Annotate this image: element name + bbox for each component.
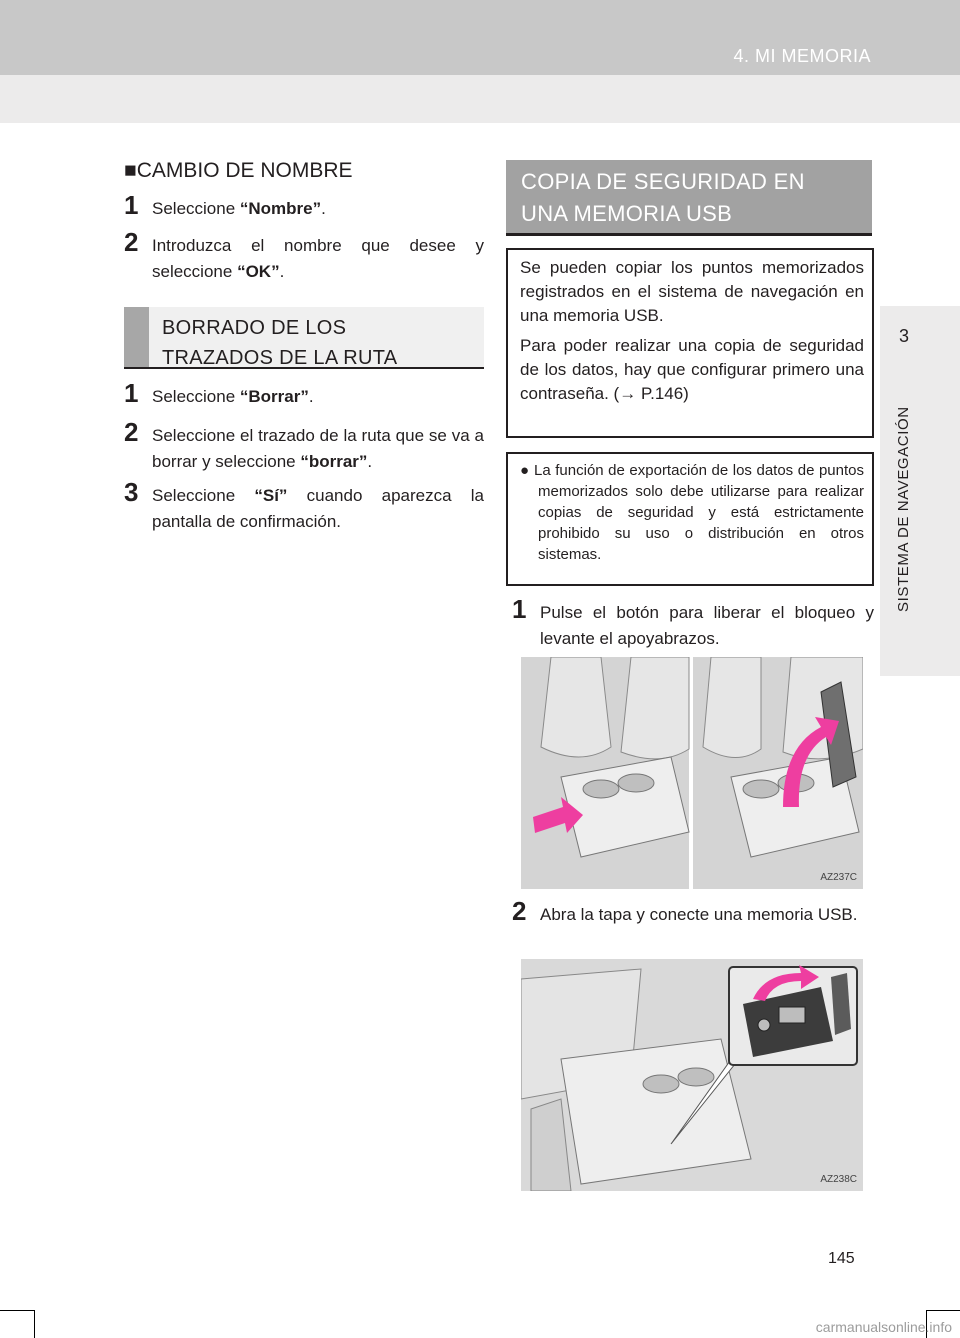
section-title: 4. MI MEMORIA (733, 46, 871, 66)
delete-step-1: 1 Seleccione “Borrar”. (124, 378, 314, 408)
usb-intro-box: Se pueden copiar los puntos memorizados registrados en el sistema de navegación en una memoria USB. Para poder realizar una copia de seguridad de los datos, hay que configurar primero una contraseña. (→ P.146) (506, 248, 874, 438)
chapter-tab (880, 306, 960, 676)
circle-bullet-icon: ● (520, 462, 530, 479)
delete-routes-title: BORRADO DE LOS TRAZADOS DE LA RUTA (124, 307, 484, 369)
delete-step-2: 2 Seleccione el trazado de la ruta que se va a borrar y seleccione “borrar”. (124, 417, 484, 471)
square-bullet-icon: ■ (124, 159, 137, 182)
usb-backup-title: COPIA DE SEGURIDAD EN UNA MEMORIA USB (506, 160, 872, 236)
rename-heading: ■CAMBIO DE NOMBRE (124, 159, 353, 182)
footer-rule-left (0, 1310, 34, 1311)
export-note-box: ● La función de exportación de los datos de puntos memorizados solo debe utilizarse para realizar copias de seguridad y está estrictamente prohibido su uso o distribución en otros sistemas. (506, 452, 874, 586)
rename-step-2: 2 Introduzca el nombre que desee y seleccione “OK”. (124, 227, 484, 281)
header-background (0, 75, 960, 123)
armrest-illustration (521, 657, 863, 889)
figure-code: AZ237C (820, 872, 857, 883)
armrest-figure (521, 657, 863, 889)
footer-tick-left (34, 1310, 35, 1338)
chapter-title: SISTEMA DE NAVEGACIÓN (895, 406, 912, 612)
armrest-step-2: 2 Abra la tapa y conecte una memoria USB. (512, 896, 858, 926)
watermark: carmanualsonline.info (815, 1319, 952, 1335)
page-number: 145 (828, 1250, 855, 1267)
usb-port-illustration (521, 959, 863, 1191)
delete-step-3: 3 Seleccione “Sí” cuando aparezca la pantalla de confirmación. (124, 477, 484, 531)
armrest-step-1: 1 Pulse el botón para liberar el bloqueo y levante el apoyabrazos. (512, 594, 874, 648)
figure-code: AZ238C (820, 1174, 857, 1185)
rename-step-1: 1 Seleccione “Nombre”. (124, 190, 326, 220)
usb-port-figure (521, 959, 863, 1191)
title-bar-accent (124, 307, 149, 367)
footer-rule-right (926, 1310, 960, 1311)
chapter-number: 3 (898, 326, 909, 346)
